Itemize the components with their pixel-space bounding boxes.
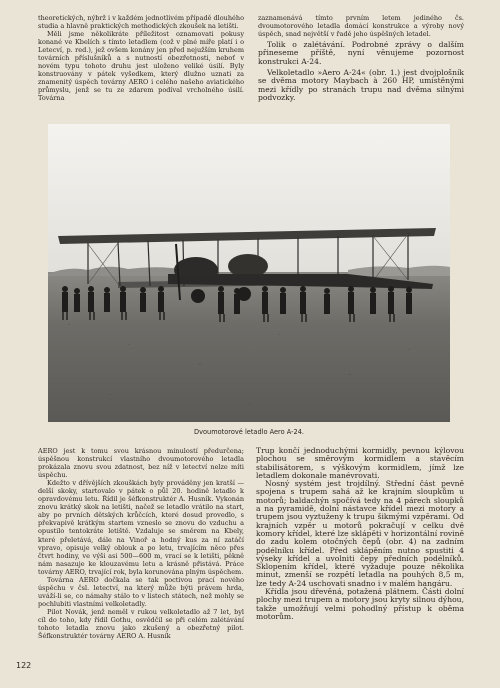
photo-caption: Dvoumotorové letadlo Aero A-24. [194,428,304,436]
text-column-bottom-right [256,447,464,655]
paragraph: Křídla jsou dřevěná, potažená plátnem. Části dolní plochy mezi trupem a motory jsou kryty silnou dýhou, takže umožňují velmi pohodlný přístup k oběma motorům. [256,587,464,621]
paragraph: zaznamenává tímto prvním letem jediného čs. dvoumotorového letadla domácí konstrukce a výroby nový úspěch, snad největší v řadě jeho úspěšných letadel. [258,14,464,39]
paragraph: Nosný systém jest trojdílný. Střední část pevně spojena s trupem sahá až ke krajním sloupkům u motorů; baldachýn spočívá tedy na 4 párech sloupků a na pyramidě, dolní nástavce křídel mezi motory a trupem jsou vyztuženy k trupu šikmými vzpěrami. Od krajních vzpěr u motorů pokračují v celku dvě komory křídel, které lze sklápěti v horizontální rovině do zadu kolem otočných čepů (obr. 4) na zadním podélníku křídel. Před sklápěním nutno spustiti 4 výseky křídel a uvolniti čepy předních podélníků. Sklopením křídel, které vyžaduje pouze několika minut, zmenší se rozpětí letadla na pouhých 8,5 m, lze tedy A-24 uschovati snadno i v malém hangáru. [256,479,464,588]
text-column-top-right [258,14,464,132]
paragraph: theoretických, nýbrž i v každém jednotlivém případě dlouhého studia a hlavně praktických methodických zkoušek na letišti. [38,14,244,31]
paragraph: Továrna AERO dočkala se tak poctivou prací nového úspěchu v čsl. letectví, na který může býti právem hrda, uváží-li se, co námahy stálo to v listech státech, než mohly se pochlubiti vlastními velkoletadly. [38,575,244,608]
paragraph: Měli jsme několikráte příležitost oznamovati pokusy konané ve Kbelích s tímto letadlem (což v plné míře platí i o Letecví, p. red.), jež ovšem konány jen před nejužším kruhem továrních příslušníků a s nutností obezřetnosti, neboť v novém typu tohoto druhu jest uloženo veliké úsilí. Byly konstruovány v pátek vyšedkem, který dlužno uznati za znamenitý úspěch továrny AERO i celého našeho aviatického průmyslu, jenž se tu ze zdarem podíval vrcholného úsilí. Továrna [38,30,244,103]
paragraph: Kdežto v dřívějších zkouškách byly prováděny jen kratší — delší skoky, startovalo v pátek o půl 20. hodině letadlo k opravdovému letu. Řídil je šéfkonstruktér A. Husník. Vykonán znovu krátký skok na letišti, načež se letadlo vrátilo na start, aby po prvních dětských krůčcích, které dosud provedlo, s překvapivě krátkým startem vzneslo se znovu do vzduchu a opustilo tentokráte letiště. Vzdaluje se směrem na Kbely, které přeletává, dále na Vinoř a hodný kus za ní zatáčí vpravo, opisuje velký oblouk a po letu, trvajícím něco přes čtvrt hodiny, ve výši asi 500—600 m, vrací se k letišti, pěkně nám nasazuje ke klouzavému letu a krásně přistává. Práce továrny AERO, trvající rok, byla korunována plným úspěchem. [38,479,244,576]
biplane-photograph [48,124,450,422]
text-column-top-left [38,14,244,137]
page-number: 122 [16,661,32,670]
paragraph: AERO jest k tomu svou krásnou minulostí předurčena; úspěšnou konstrukcí vlastního dvoumotorového letadla prokázala znovu svou zdatnost, bez níž v letectví nelze míti úspěchu. [38,447,244,480]
paragraph: Trup končí jednoduchými kormidly, pevnou kýlovou plochou se směrovým kormidlem a stavěcím stabilisátorem, s výškovým kormidlem, jímž lze letadlem dokonale manévrovati. [256,447,464,480]
text-column-bottom-left [38,447,244,655]
paragraph: Pilot Novák, jenž neměl v rukou velkoletadlo až 7 let, byl cíl do toho, kdy řídil Gothu, osvědčil se při celém zalétávání tohoto letadla znovu jako zkušený a obezřetný pilot. Šéfkonstruktér továrny AERO A. Husník [38,607,244,641]
paragraph: Velkoletadlo »Aero A-24« (obr. 1.) jest dvojplošník se dvěma motory Maybach à 260 HP, umístěnými mezi křídly po stranách trupu nad dvěma silnými podvozky. [258,68,464,102]
paragraph: Tolik o zalétávání. Podrobné zprávy o dalším přineseme příště, nyní věnujeme pozornost konstrukci A-24. [258,40,464,66]
